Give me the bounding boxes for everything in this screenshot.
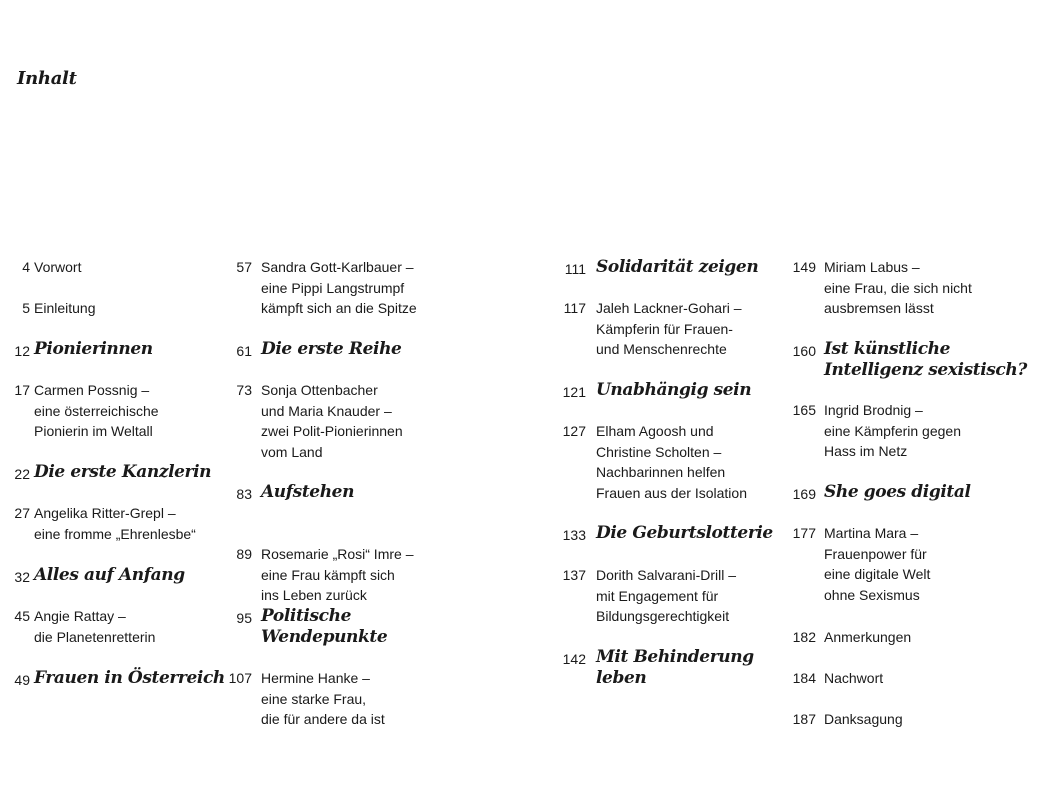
toc-entry-title: Martina Mara – Frauenpower für eine digitale Welt ohne Sexismus xyxy=(824,525,931,603)
toc-chapter-title: Die Geburtslotterie xyxy=(596,523,773,543)
toc-entry-title: Hermine Hanke – eine starke Frau, die für andere da ist xyxy=(261,670,385,727)
toc-page-number: 137 xyxy=(562,567,586,583)
toc-entry-title: Ingrid Brodnig – eine Kämpferin gegen Hass im Netz xyxy=(824,402,961,459)
toc-page-number: 149 xyxy=(792,259,816,275)
toc-chapter-title: Mit Behinderung leben xyxy=(596,647,754,688)
toc-page-number: 177 xyxy=(792,525,816,541)
toc-page-number: 5 xyxy=(22,300,30,316)
toc-page-number: 89 xyxy=(236,546,252,562)
toc-chapter-title: Unabhängig sein xyxy=(596,380,752,400)
toc-chapter-title: Solidarität zeigen xyxy=(596,257,759,277)
toc-entry-title: Carmen Possnig – eine österreichische Pionierin im Weltall xyxy=(34,382,159,439)
toc-page-number: 127 xyxy=(562,423,586,439)
toc-entry-title: Vorwort xyxy=(34,259,82,275)
toc-chapter-title: Ist künstliche Intelligenz sexistisch? xyxy=(824,339,1027,380)
toc-page-number: 22 xyxy=(14,466,30,482)
toc-entry-title: Sonja Ottenbacher und Maria Knauder – zwei Polit-Pionierinnen vom Land xyxy=(261,382,403,460)
toc-entry-title: Angie Rattay – die Planetenretterin xyxy=(34,608,156,645)
toc-entry-title: Dorith Salvarani-Drill – mit Engagement für Bildungsgerechtigkeit xyxy=(596,567,737,624)
toc-entry-title: Miriam Labus – eine Frau, die sich nicht ausbremsen lässt xyxy=(824,259,972,316)
toc-page-number: 12 xyxy=(14,343,30,359)
toc-page-number: 49 xyxy=(14,672,30,688)
toc-entry-title: Danksagung xyxy=(824,711,903,727)
toc-page-number: 95 xyxy=(236,610,252,626)
toc-page-number: 121 xyxy=(562,384,586,400)
toc-page-number: 61 xyxy=(236,343,252,359)
toc-entry-title: Einleitung xyxy=(34,300,96,316)
toc-chapter-title: Frauen in Österreich xyxy=(34,668,225,688)
toc-page-number: 142 xyxy=(562,651,586,667)
toc-page-number: 169 xyxy=(792,486,816,502)
toc-entry-title: Jaleh Lackner-Gohari – Kämpferin für Frauen- und Menschenrechte xyxy=(596,300,742,357)
toc-chapter-title: Die erste Reihe xyxy=(261,339,402,359)
toc-page-number: 32 xyxy=(14,569,30,585)
toc-page-number: 111 xyxy=(564,261,586,277)
toc-entry-title: Rosemarie „Rosi“ Imre – eine Frau kämpft sich ins Leben zurück xyxy=(261,546,414,603)
toc-page-number: 117 xyxy=(563,300,586,316)
toc-entry-title: Elham Agoosh und Christine Scholten – Nachbarinnen helfen Frauen aus der Isolation xyxy=(596,423,747,501)
toc-chapter-title: She goes digital xyxy=(824,482,971,502)
toc-page-number: 45 xyxy=(14,608,30,624)
toc-page-number: 107 xyxy=(228,670,252,686)
toc-page-number: 17 xyxy=(14,382,30,398)
toc-page-number: 184 xyxy=(792,670,816,686)
toc-page-number: 187 xyxy=(792,711,816,727)
toc-page-number: 57 xyxy=(236,259,252,275)
toc-page-number: 160 xyxy=(792,343,816,359)
toc-entry-title: Angelika Ritter-Grepl – eine fromme „Ehrenlesbe“ xyxy=(34,505,196,542)
toc-chapter-title: Pionierinnen xyxy=(34,339,153,359)
toc-page-number: 165 xyxy=(792,402,816,418)
page-title: Inhalt xyxy=(17,68,77,89)
toc-chapter-title: Politische Wendepunkte xyxy=(261,606,388,647)
toc-chapter-title: Alles auf Anfang xyxy=(34,565,185,585)
toc-page-number: 73 xyxy=(236,382,252,398)
toc-chapter-title: Aufstehen xyxy=(261,482,355,502)
toc-chapter-title: Die erste Kanzlerin xyxy=(34,462,212,482)
toc-entry-title: Nachwort xyxy=(824,670,884,686)
toc-page-number: 27 xyxy=(14,505,30,521)
toc-entry-title: Sandra Gott-Karlbauer – eine Pippi Langstrumpf kämpft sich an die Spitze xyxy=(261,259,417,316)
toc-page-number: 4 xyxy=(22,259,30,275)
toc-page-number: 133 xyxy=(562,527,586,543)
toc-page-number: 182 xyxy=(792,629,816,645)
toc-entry-title: Anmerkungen xyxy=(824,629,912,645)
toc-page-number: 83 xyxy=(236,486,252,502)
